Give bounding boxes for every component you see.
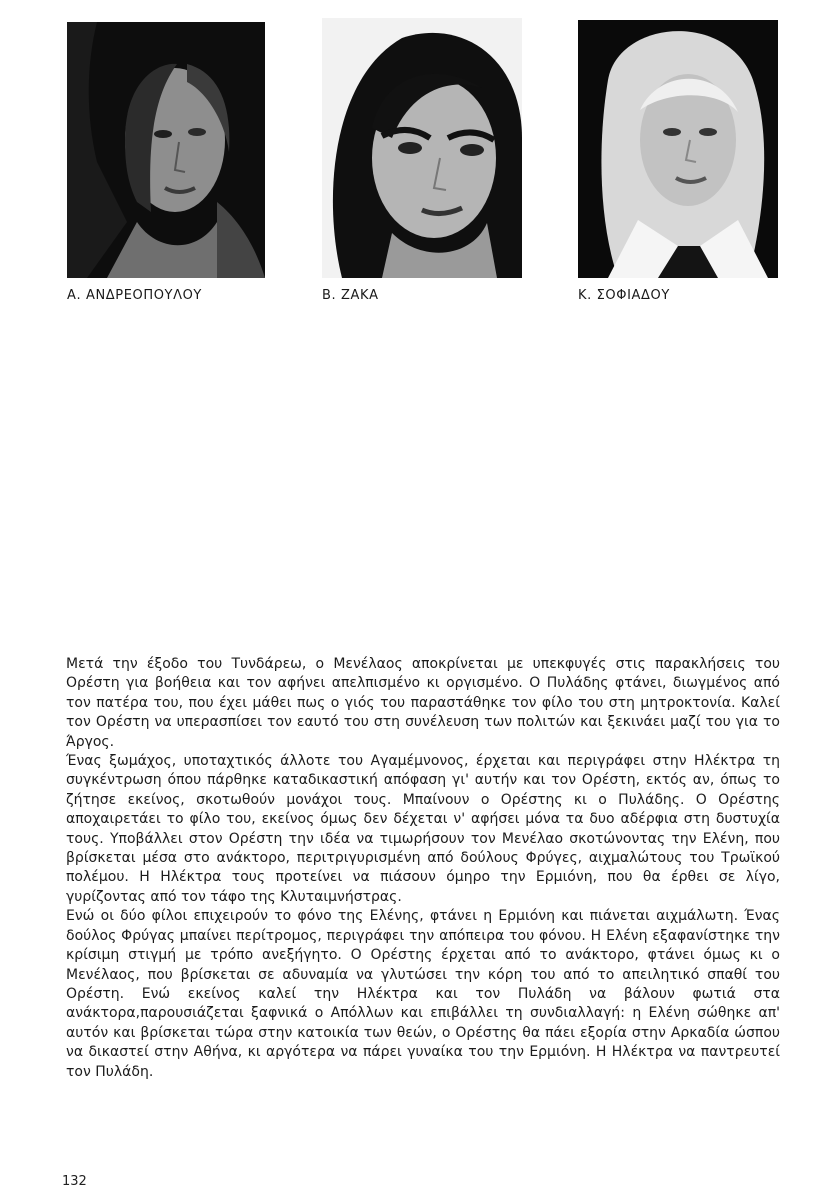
paragraph: Ενώ οι δύο φίλοι επιχειρούν το φόνο της Ελένης, φτάνει η Ερμιόνη και πιάνεται αιχμάλωτη. Ένας δούλος Φρύγας μπαίνει περίτρομος, περιγράφει την απόπειρα του φόνου. Η Ελένη εξαφανίστηκε την κρίσιμη στιγμή με τρόπο ανεξήγητο. Ο Ορέστης έρχεται από το ανάκτορο, φτάνει όμως κι ο Μενέλαος, που βρίσκεται σε αδυναμία να γλυτώσει την κόρη του από το απειλητικό σπαθί του Ορέστη. Ενώ εκείνος καλεί την Ηλέκτρα και τον Πυλάδη να βάλουν φωτιά στα ανάκτορα,παρουσιάζεται ξαφνικά ο Απόλλων και επιβάλλει τη συνδιαλλαγή: η Ελένη σώθηκε απ' αυτόν και βρίσκεται τώρα στην κατοικία των θεών, ο Ορέστης θα πάει εξορία στην Αρκαδία ώσπου να δικαστεί στην Αθήνα, κι αργότερα να πάρει γυναίκα του την Ερμιόνη. Η Ηλέκτρα να παντρευτεί τον Πυλάδη.: [66, 908, 780, 1080]
photo-caption: Κ. ΣΟΦΙΑΔΟΥ: [578, 288, 670, 303]
portrait-photo-sofiadou: [578, 20, 778, 278]
synopsis-text: [66, 655, 780, 1082]
paragraph: Ένας ξωμάχος, υποταχτικός άλλοτε του Αγαμέμνονος, έρχεται και περιγράφει στην Ηλέκτρα τη συγκέντρωση όπου πάρθηκε καταδικαστική απόφαση γι' αυτήν και τον Ορέστη, εκτός αν, όπως το ζήτησε εκείνος, σκοτωθούν μονάχοι τους. Μπαίνουν ο Ορέστης κι ο Πυλάδης. Ο Ορέστης αποχαιρετάει το φίλο του, εκείνος όμως δεν δέχεται ν' αφήσει μόνα τα δυο αδέρφια στη δυστυχία τους. Υποβάλλει στον Ορέστη την ιδέα να τιμωρήσουν τον Μενέλαο σκοτώνοντας την Ελένη, που βρίσκεται μέσα στο ανάκτορο, περιτριγυρισμένη από δούλους Φρύγες, αιχμαλώτους του Τρωϊκού πολέμου. Η Ηλέκτρα τους προτείνει να πιάσουν όμηρο την Ερμιόνη, που θα έρθει σε λίγο, γυρίζοντας από τον τάφο της Κλυταιμνήστρας.: [66, 753, 780, 905]
portrait-image: [322, 18, 522, 278]
paragraph: Μετά την έξοδο του Τυνδάρεω, ο Μενέλαος αποκρίνεται με υπεκφυγές στις παρακλήσεις του Ορέστη για βοήθεια και τον αφήνει απελπισμένο κι οργισμένο. Ο Πυλάδης φτάνει, διωγμένος από τον πατέρα του, που έχει μάθει πως ο γιός του παραστάθηκε τον φίλο του στη μητροκτονία. Καλεί τον Ορέστη να υπερασπίσει τον εαυτό του στη συνέλευση των πολιτών και ξεκινάει μαζί του για το Άργος.: [66, 656, 780, 750]
portrait-photo-andreopoulou: [67, 22, 265, 278]
portrait-photo-zaka: [322, 18, 522, 278]
photo-caption: Β. ΖΑΚΑ: [322, 288, 379, 303]
portrait-image: [578, 20, 778, 278]
photo-caption: Α. ΑΝΔΡΕΟΠΟΥΛΟΥ: [67, 288, 202, 303]
page-number: 132: [62, 1174, 87, 1189]
portrait-image: [67, 22, 265, 278]
